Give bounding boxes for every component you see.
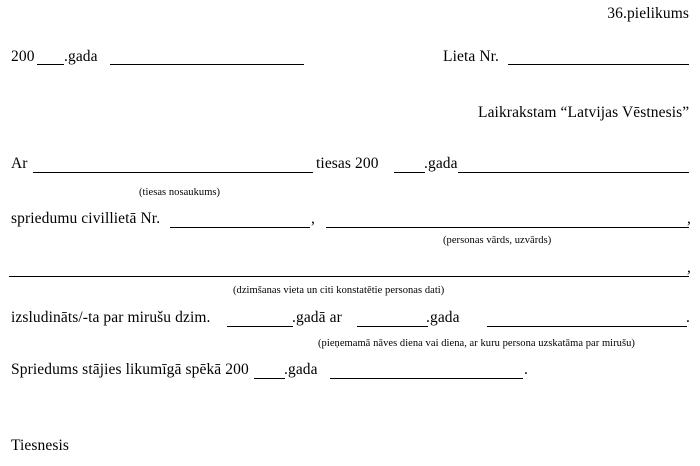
court-name-blank[interactable]: [33, 172, 313, 173]
case-file-comma: ,: [311, 210, 315, 227]
birth-year-suffix-label: .gadā ar: [292, 309, 342, 326]
person-details-caption: (dzimšanas vieta un citi konstatētie personas dati): [233, 285, 445, 296]
judgment-year-blank[interactable]: [394, 172, 425, 173]
date-year-blank[interactable]: [37, 64, 64, 65]
date-day-month-blank[interactable]: [110, 64, 304, 65]
judge-signature-label: Tiesnesis: [11, 437, 70, 454]
person-details-comma: ,: [687, 259, 691, 276]
death-year-suffix-label: .gada: [426, 309, 460, 326]
effective-date-period: .: [524, 361, 528, 378]
effective-prefix-label: Spriedums stājies likumīgā spēkā 200: [11, 361, 249, 378]
case-file-prefix-label: spriedumu civillietā Nr.: [11, 210, 161, 227]
date-prefix-label: 200: [11, 48, 35, 65]
case-number-blank[interactable]: [508, 64, 689, 65]
date-suffix-label: .gada: [64, 48, 98, 65]
case-number-label: Lieta Nr.: [443, 48, 499, 65]
death-year-blank[interactable]: [357, 326, 428, 327]
judgment-date-blank[interactable]: [458, 172, 689, 173]
annex-label: 36.pielikums: [607, 5, 689, 22]
birth-year-blank[interactable]: [227, 326, 293, 327]
effective-year-suffix-label: .gada: [284, 361, 318, 378]
person-name-comma: ,: [687, 210, 691, 227]
court-name-caption: (tiesas nosaukums): [139, 187, 221, 198]
person-name-blank[interactable]: [326, 227, 689, 228]
death-date-period: .: [686, 309, 690, 326]
judgment-year-suffix-label: .gada: [424, 155, 458, 172]
case-file-number-blank[interactable]: [170, 227, 310, 228]
death-date-blank[interactable]: [487, 326, 687, 327]
person-name-caption: (personas vārds, uzvārds): [443, 235, 552, 246]
court-mid-label: tiesas 200: [316, 155, 379, 172]
declared-dead-prefix-label: izsludināts/-ta par mirušu dzim.: [11, 309, 211, 326]
death-date-caption: (pieņemamā nāves diena vai diena, ar kuru persona uzskatāma par mirušu): [318, 338, 635, 349]
court-prefix-label: Ar: [11, 155, 28, 172]
effective-date-blank[interactable]: [330, 378, 523, 379]
person-details-blank[interactable]: [9, 276, 689, 277]
recipient-label: Laikrakstam “Latvijas Vēstnesis”: [478, 104, 690, 121]
effective-year-blank[interactable]: [254, 378, 285, 379]
